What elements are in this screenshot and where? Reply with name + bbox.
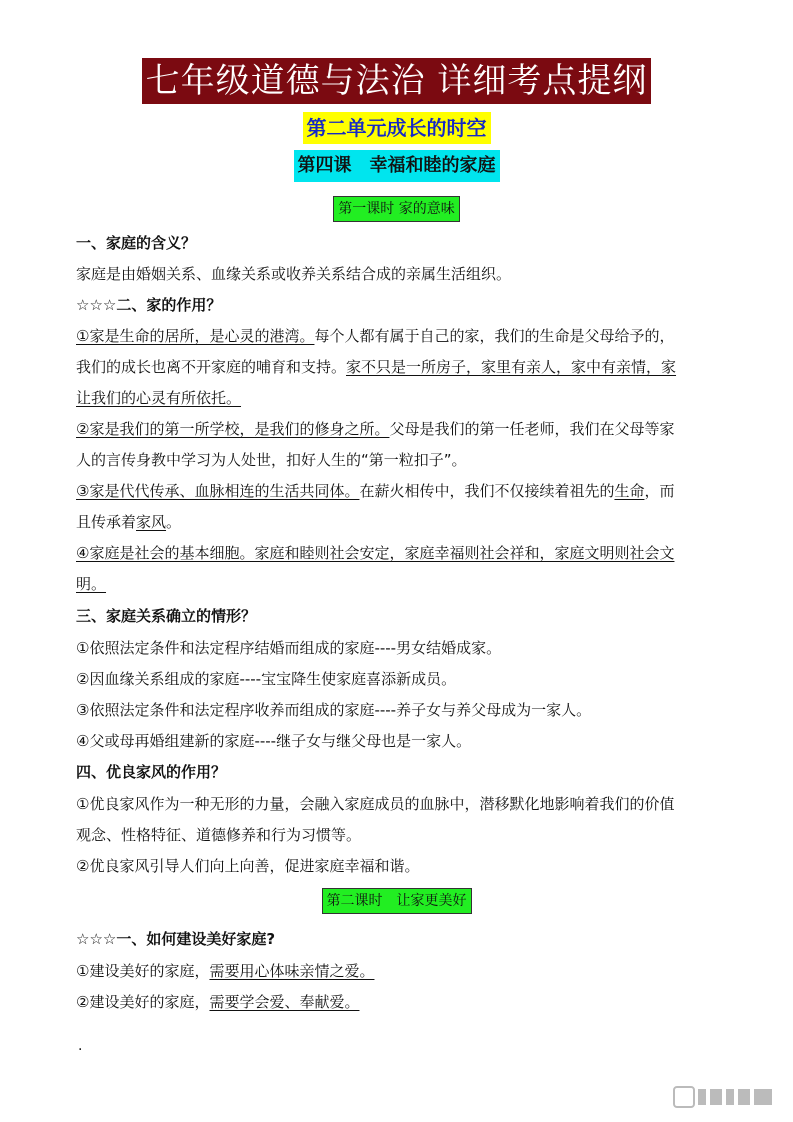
q2-item2-underline1: ②家是我们的第一所学校，是我们的修身之所。 [76,420,390,438]
q3-item-3: ③依照法定条件和法定程序收养而组成的家庭----养子女与养父母成为一家人。 [76,701,592,719]
q5-item1 [76,960,726,982]
q3-item-1: ①依照法定条件和法定程序结婚而组成的家庭----男女结婚成家。 [76,639,502,657]
q2-item3-text4: 。 [166,513,182,531]
q2-item1-text1: 每个人都有属于自己的家，我们的生命是父母给予的， [314,327,675,345]
q2-item3-underline3: 家风 [136,513,167,531]
q3-item-4: ④父或母再婚组建新的家庭----继子女与继父母也是一家人。 [76,732,472,750]
q2-item3-underline2: 生命 [614,482,645,500]
q2-item1-underline3: 让我们的心灵有所依托。 [76,389,242,407]
period1-title: 第一课时 家的意味 [333,196,459,222]
q4-line2: 观念、性格特征、道德修养和行为习惯等。 [76,826,362,844]
q3-heading: 三、家庭关系确立的情形？ [76,607,257,625]
q5-item2-underline: 需要学会爱、奉献爱。 [209,993,360,1011]
q2-item4-underline2: 明。 [76,575,107,593]
q1-heading: 一、家庭的含义？ [76,234,197,252]
period1-title-row [0,196,793,222]
q5-item1-text: ①建设美好的家庭， [76,962,210,980]
q4-line3: ②优良家风引导人们向上向善，促进家庭幸福和谐。 [76,857,420,875]
lesson-title: 第四课 幸福和睦的家庭 [294,150,500,182]
q2-item4-line2 [76,573,726,595]
q2-item2-line1 [76,418,726,440]
q2-item3-text3: 且传承着 [76,513,137,531]
q2-item3-underline1: ③家是代代传承、血脉相连的生活共同体。 [76,482,360,500]
q2-heading: ☆☆☆二、家的作用？ [76,296,222,314]
q2-item3-line1 [76,480,726,502]
q2-item4-underline1: ④家庭是社会的基本细胞。家庭和睦则社会安定，家庭幸福则社会祥和，家庭文明则社会文 [76,544,675,562]
main-title-row [0,58,793,104]
q2-item2-text1: 父母是我们的第一任老师，我们在父母等家 [389,420,675,438]
q2-item3-text1: 在薪火相传中，我们不仅接续着祖先的 [359,482,615,500]
q2-item1-line3 [76,387,726,409]
q2-item1-text2: 我们的成长也离不开家庭的哺育和支持。 [76,358,347,376]
q5-item2-text: ②建设美好的家庭， [76,993,210,1011]
period2-title: 第二课时 让家更美好 [322,888,472,914]
q1-text: 家庭是由婚姻关系、血缘关系或收养关系结合成的亲属生活组织。 [76,265,512,283]
q5-item1-underline: 需要用心体味亲情之爱。 [209,962,375,980]
q2-item2-line2: 人的言传身教中学习为人处世，扣好人生的“第一粒扣子”。 [76,451,467,469]
q5-heading: ☆☆☆一、如何建设美好家庭? [76,930,276,948]
q2-item1-underline2: 家不只是一所房子，家里有亲人，家中有亲情，家 [346,358,677,376]
q2-item4-line1 [76,542,726,564]
unit-title-row [0,112,793,144]
q2-item3-text2: ，而 [644,482,675,500]
unit-title: 第二单元成长的时空 [303,112,491,144]
period2-title-row [0,888,793,914]
main-title: 七年级道德与法治 详细考点提纲 [142,58,652,104]
q4-line1: ①优良家风作为一种无形的力量，会融入家庭成员的血脉中，潜移默化地影响着我们的价值 [76,795,675,813]
q2-item1-underline1: ①家是生命的居所，是心灵的港湾。 [76,327,315,345]
q3-item-2: ②因血缘关系组成的家庭----宝宝降生使家庭喜添新成员。 [76,670,457,688]
lesson-title-row [0,150,793,182]
watermark-logo-icon [672,1085,776,1109]
q5-item2 [76,991,726,1013]
stray-mark: . [78,1038,83,1054]
q2-item1-line1 [76,325,726,347]
q2-item3-line2 [76,511,726,533]
q4-heading: 四、优良家风的作用？ [76,763,227,781]
q2-item1-line2 [76,356,726,378]
